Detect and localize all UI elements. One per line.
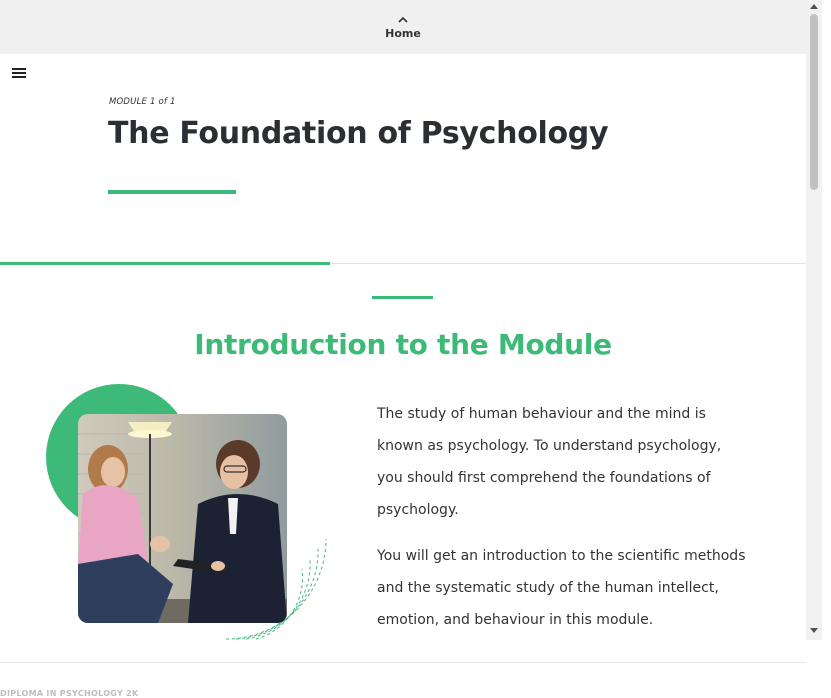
intro-paragraph-1: The study of human behaviour and the mind is known as psychology. To understand psychology, you should first comprehend the foundations of psychology.: [377, 406, 722, 518]
chevron-up-icon: [397, 15, 409, 25]
section-body: [377, 398, 747, 636]
hamburger-menu-icon[interactable]: [12, 68, 26, 80]
home-link[interactable]: [385, 15, 421, 40]
section-figure: [46, 384, 336, 644]
module-counter: MODULE 1 of 1: [109, 97, 176, 107]
footer-course-caption: DIPLOMA IN PSYCHOLOGY 2K: [0, 689, 139, 698]
top-nav-bar: [0, 0, 806, 54]
vertical-scrollbar[interactable]: [806, 0, 822, 640]
counselling-session-photo: [78, 414, 287, 623]
section-accent-line: [372, 296, 433, 299]
bottom-divider: [0, 662, 806, 663]
intro-paragraph-2: You will get an introduction to the scientific methods and the systematic study of the human intellect, emotion, and behaviour in this module.: [377, 548, 746, 628]
section-title: Introduction to the Module: [194, 328, 612, 361]
scroll-down-arrow-icon[interactable]: [810, 628, 818, 633]
title-underline: [108, 190, 236, 194]
progress-bar-fill: [0, 262, 330, 265]
home-label: Home: [385, 26, 421, 40]
scroll-up-arrow-icon[interactable]: [810, 4, 818, 9]
page-title: The Foundation of Psychology: [108, 116, 609, 151]
scrollbar-thumb[interactable]: [810, 14, 818, 190]
